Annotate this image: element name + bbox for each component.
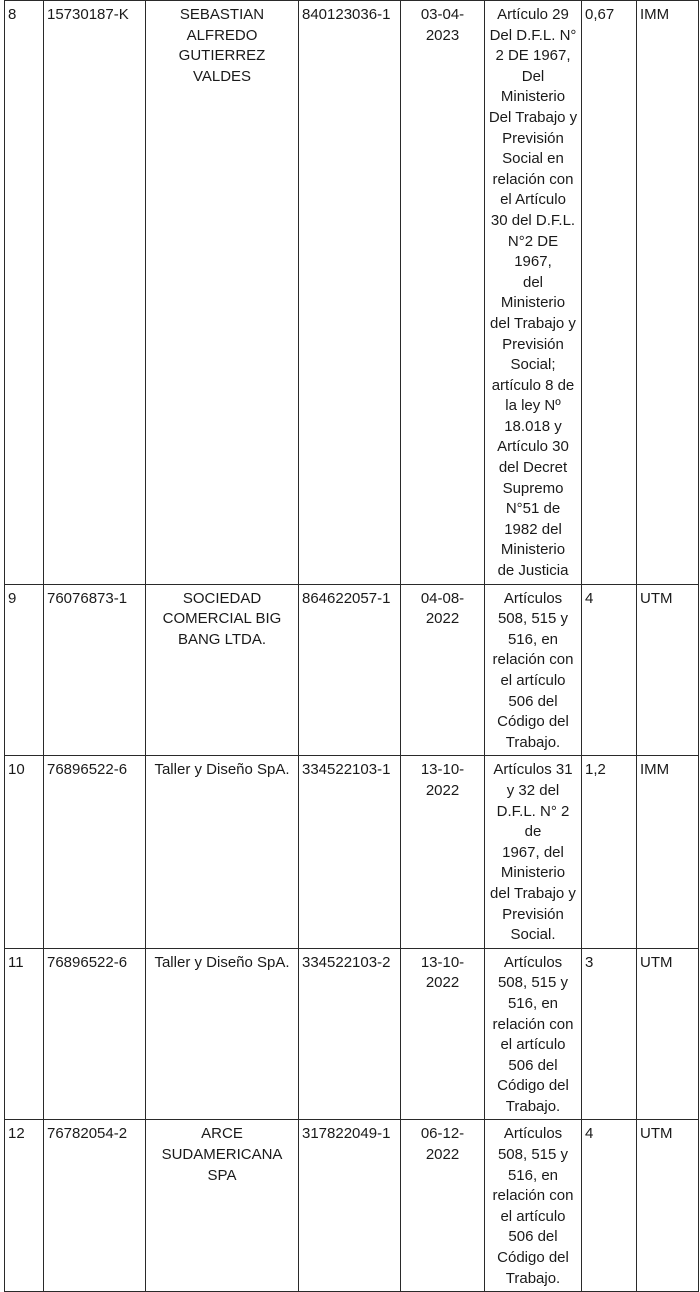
amount-cell bbox=[582, 1120, 637, 1292]
acta-number-cell bbox=[299, 584, 401, 756]
rut-cell bbox=[44, 756, 146, 948]
legal-basis: Artículo 29 Del D.F.L. N° 2 DE 1967, Del Ministerio Del Trabajo y Previsión Social en relación con el Artículo 30 del D.F.L. N°2 DE 1967, del Ministerio del Trabajo y Previsión Social; artículo 8 de la ley Nº 18.018 y Artículo 30 del Decret Supremo N°51 de 1982 del Ministerio de Justicia bbox=[488, 6, 578, 580]
rut: 76782054-2 bbox=[47, 1125, 128, 1143]
table-row bbox=[5, 756, 699, 948]
unit-cell bbox=[637, 1, 699, 585]
company-name: Taller y Diseño SpA. bbox=[154, 953, 290, 971]
unit: UTM bbox=[640, 953, 673, 971]
date: 04-08- 2022 bbox=[420, 589, 465, 628]
date-cell bbox=[401, 756, 485, 948]
company-name: SEBASTIAN ALFREDO GUTIERREZ VALDES bbox=[178, 6, 266, 85]
rut: 76896522-6 bbox=[47, 761, 128, 779]
rut-cell bbox=[44, 1120, 146, 1292]
company-name: ARCE SUDAMERICANA SPA bbox=[161, 1125, 283, 1184]
rut: 76076873-1 bbox=[47, 589, 128, 607]
unit-cell bbox=[637, 584, 699, 756]
row-number: 12 bbox=[8, 1125, 25, 1143]
amount-cell bbox=[582, 756, 637, 948]
unit-cell bbox=[637, 1120, 699, 1292]
amount: 3 bbox=[585, 953, 594, 971]
unit-cell bbox=[637, 756, 699, 948]
legal-basis-cell bbox=[485, 756, 582, 948]
row-number: 9 bbox=[8, 589, 17, 607]
unit: IMM bbox=[640, 761, 670, 779]
acta-number: 334522103-1 bbox=[302, 761, 391, 779]
amount-cell bbox=[582, 1, 637, 585]
company-name-cell bbox=[146, 756, 299, 948]
row-number-cell bbox=[5, 756, 44, 948]
row-number: 10 bbox=[8, 761, 25, 779]
amount: 1,2 bbox=[585, 761, 606, 779]
table-row bbox=[5, 584, 699, 756]
company-name-cell bbox=[146, 1, 299, 585]
legal-basis: Artículos 508, 515 y 516, en relación con el artículo 506 del Código del Trabajo. bbox=[492, 589, 574, 751]
company-name: SOCIEDAD COMERCIAL BIG BANG LTDA. bbox=[162, 589, 282, 648]
company-name: Taller y Diseño SpA. bbox=[154, 761, 290, 779]
unit-cell bbox=[637, 948, 699, 1120]
unit: IMM bbox=[640, 6, 670, 23]
amount: 4 bbox=[585, 1125, 594, 1143]
acta-number-cell bbox=[299, 756, 401, 948]
legal-basis: Artículos 31 y 32 del D.F.L. N° 2 de 1967, del Ministerio del Trabajo y Previsión Social. bbox=[490, 761, 576, 944]
amount: 4 bbox=[585, 589, 594, 607]
table-row bbox=[5, 1120, 699, 1292]
date-cell bbox=[401, 1, 485, 585]
company-name-cell bbox=[146, 584, 299, 756]
acta-number: 334522103-2 bbox=[302, 953, 391, 971]
row-number: 8 bbox=[8, 6, 17, 23]
date: 06-12- 2022 bbox=[420, 1125, 465, 1164]
acta-number: 317822049-1 bbox=[302, 1125, 391, 1143]
row-number: 11 bbox=[8, 953, 24, 971]
rut: 76896522-6 bbox=[47, 953, 128, 971]
amount: 0,67 bbox=[585, 6, 615, 23]
date-cell bbox=[401, 584, 485, 756]
acta-number: 864622057-1 bbox=[302, 589, 391, 607]
legal-basis-cell bbox=[485, 1120, 582, 1292]
date-cell bbox=[401, 1120, 485, 1292]
table-row bbox=[5, 948, 699, 1120]
legal-basis-cell bbox=[485, 1, 582, 585]
acta-number-cell bbox=[299, 1120, 401, 1292]
date: 13-10- 2022 bbox=[420, 761, 465, 799]
rut-cell bbox=[44, 584, 146, 756]
acta-number: 840123036-1 bbox=[302, 6, 391, 23]
rut-cell bbox=[44, 948, 146, 1120]
table-row bbox=[5, 1, 699, 585]
legal-basis-cell bbox=[485, 584, 582, 756]
legal-basis: Artículos 508, 515 y 516, en relación con el artículo 506 del Código del Trabajo. bbox=[492, 953, 574, 1115]
legal-basis-cell bbox=[485, 948, 582, 1120]
acta-number-cell bbox=[299, 948, 401, 1120]
company-name-cell bbox=[146, 1120, 299, 1292]
date-cell bbox=[401, 948, 485, 1120]
fines-table bbox=[4, 0, 699, 1292]
legal-basis: Artículos 508, 515 y 516, en relación con el artículo 506 del Código del Trabajo. bbox=[492, 1125, 574, 1287]
unit: UTM bbox=[640, 589, 673, 607]
rut-cell bbox=[44, 1, 146, 585]
date: 03-04- 2023 bbox=[420, 6, 465, 44]
row-number-cell bbox=[5, 948, 44, 1120]
amount-cell bbox=[582, 584, 637, 756]
row-number-cell bbox=[5, 584, 44, 756]
row-number-cell bbox=[5, 1, 44, 585]
row-number-cell bbox=[5, 1120, 44, 1292]
unit: UTM bbox=[640, 1125, 673, 1143]
date: 13-10- 2022 bbox=[420, 953, 465, 992]
company-name-cell bbox=[146, 948, 299, 1120]
rut: 15730187-K bbox=[47, 6, 129, 23]
acta-number-cell bbox=[299, 1, 401, 585]
amount-cell bbox=[582, 948, 637, 1120]
